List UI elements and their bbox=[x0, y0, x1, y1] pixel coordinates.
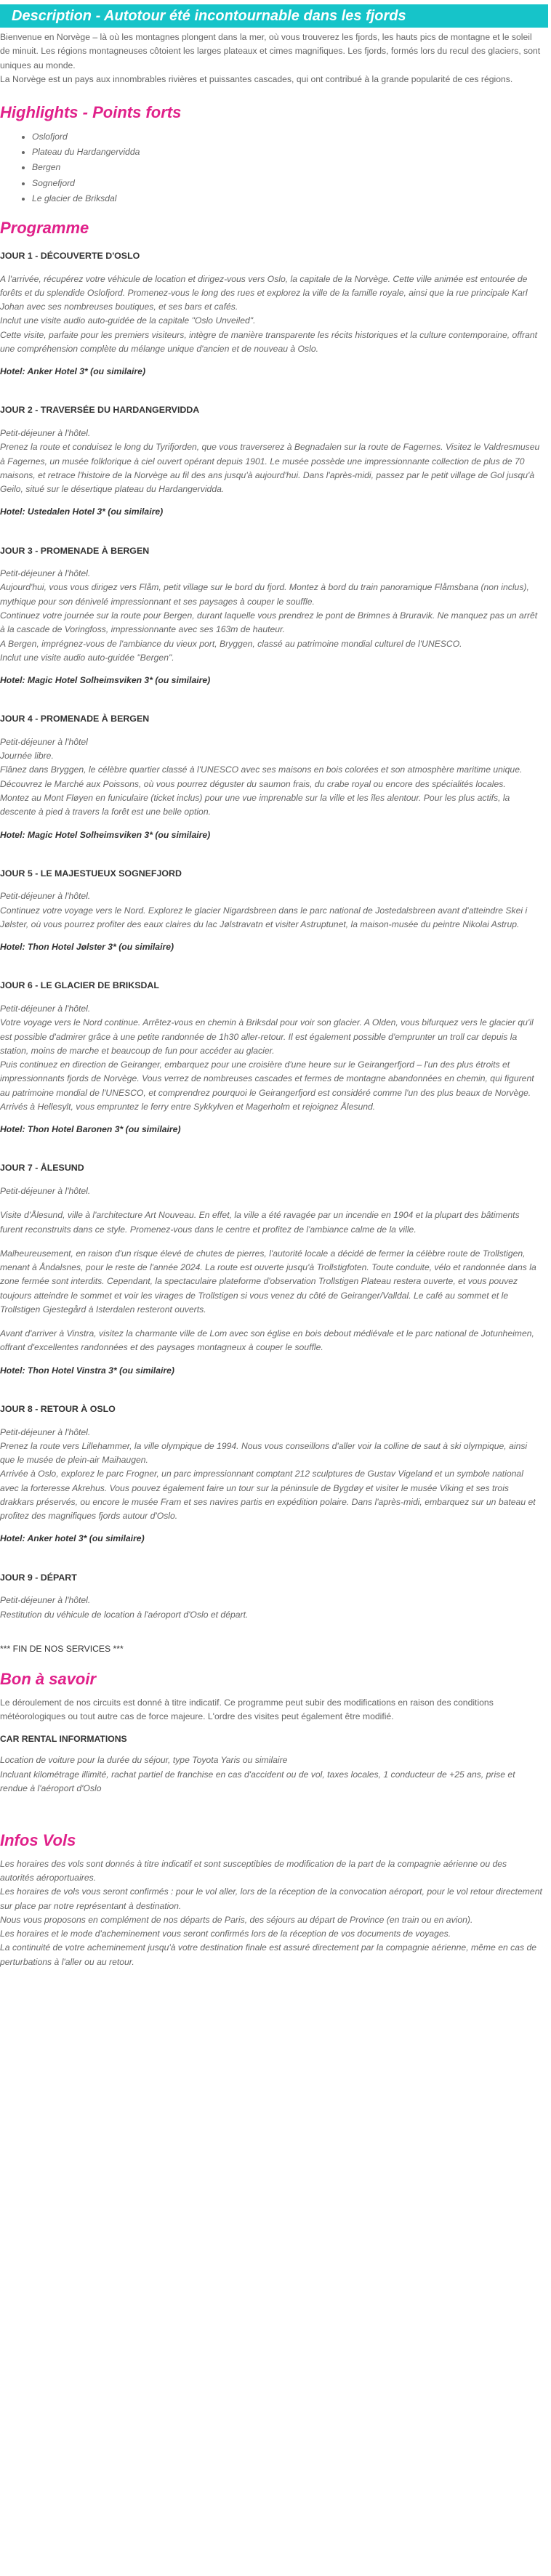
good-to-know-heading: Bon à savoir bbox=[0, 1670, 97, 1689]
paragraph-gap bbox=[0, 1198, 542, 1208]
day-text: Journée libre. bbox=[0, 751, 54, 762]
hotel-name: Hotel: Anker hotel 3* (ou similaire) bbox=[0, 1533, 145, 1544]
highlight-item: • Sognefjord bbox=[32, 176, 542, 191]
hotel-name: Hotel: Thon Hotel Jølster 3* (ou similaire) bbox=[0, 942, 174, 953]
highlights-heading: Highlights - Points forts bbox=[0, 103, 182, 122]
day-title: JOUR 5 - LE MAJESTUEUX SOGNEFJORD bbox=[0, 868, 182, 879]
day-section bbox=[0, 1571, 542, 1632]
day-text: Prenez la route et conduisez le long du Tyrifjorden, que vous traverserez à Begnadalen sur la route de Fagernes. Visitez le Valdresmuseu à Fagernes, un musée folklorique à ciel ouvert opérant depuis 1901. Le musée possède une impressionnante collection de plus de 70 maisons, et retrace l'histoire de la Norvège au fil des ans jusqu'à aujourd'hui. Dans l'après-midi, passez par le petit village de Gol jusqu'à Geilo, situé sur le désertique plateau du Hardangervidda. bbox=[0, 442, 540, 495]
day-text: Votre voyage vers le Nord continue. Arrêtez-vous en chemin à Briksdal pour voir son glacier. A Olden, vous bifurquez vers le glacier qu'il est possible d'admirer grâce à une petite randonnée de 1h30 aller-retour. Il est également possible d'emprunter un troll car depuis la station, moins de marche et beaucoup de fun pour accéder au glacier. bbox=[0, 1017, 534, 1056]
flights-heading: Infos Vols bbox=[0, 1831, 76, 1850]
day-title: JOUR 9 - DÉPART bbox=[0, 1572, 77, 1583]
day-text: Inclut une visite audio auto-guidée "Bergen". bbox=[0, 652, 174, 663]
paragraph-gap bbox=[0, 1237, 542, 1247]
hotel-name: Hotel: Ustedalen Hotel 3* (ou similaire) bbox=[0, 506, 164, 517]
day-text: Montez au Mont Fløyen en funiculaire (ticket inclus) pour une vue imprenable sur la ville et les îles alentour. Pour les plus actifs, la descente à pied à travers la forêt est une belle option. bbox=[0, 792, 510, 817]
flight-info-line: Les horaires des vols sont donnés à titre indicatif et sont susceptibles de modification de la part de la compagnie aérienne ou des autorités aéroportuaires. bbox=[0, 1858, 507, 1883]
hotel-name: Hotel: Thon Hotel Baronen 3* (ou similaire) bbox=[0, 1124, 181, 1135]
day-section bbox=[0, 1161, 542, 1378]
intro-line: Bienvenue en Norvège – là où les montagnes plongent dans la mer, où vous trouverez les fjords, les hauts pics de montagne et le soleil de minuit. Les régions montagneuses côtoient les larges plateaux et cimes magnifiques. Les fjords, formés lors du recul des glaciers, sont uniques au monde. bbox=[0, 32, 541, 70]
paragraph-gap bbox=[0, 1317, 542, 1327]
day-section bbox=[0, 979, 542, 1136]
day-text: Petit-déjeuner à l'hôtel. bbox=[0, 1186, 91, 1197]
paragraph-gap bbox=[0, 1622, 542, 1632]
hotel-name: Hotel: Thon Hotel Vinstra 3* (ou similaire) bbox=[0, 1365, 174, 1376]
main-content bbox=[0, 28, 548, 1969]
day-text: Malheureusement, en raison d'un risque élevé de chutes de pierres, l'autorité locale a décidé de fermer la célèbre route de Trollstigen, menant à Åndalsnes, pour le reste de l'année 2024. La route est ouverte jusqu'à Trollstigfoten. Toute conduite, vélo et randonnée dans la zone fermée sont interdits. Cependant, la spectaculaire plateforme d'observation Trollstigen Plateau restera ouverte, et vous pouvez toujours atteindre le sommet et voir les virages de Trollstigen si vous venez du côté de Geiranger/Valldal. Le café au sommet et le Trollstigen Gjestegård à Isterdalen resteront ouverts. bbox=[0, 1248, 536, 1315]
day-text: Cette visite, parfaite pour les premiers visiteurs, intègre de manière transparente les récits historiques et la culture contemporaine, offrant une compréhension complète du mélange unique d'ancien et de nouveau à Oslo. bbox=[0, 329, 538, 354]
programme-heading: Programme bbox=[0, 219, 89, 238]
day-text: Visite d'Ålesund, ville à l'architecture Art Nouveau. En effet, la ville a été ravagée par un incendie en 1904 et la plupart des bâtiments furent reconstruits dans ce style. Promenez-vous dans le centre et profitez de l'ambiance calme de la ville. bbox=[0, 1210, 520, 1235]
day-text: Découvrez le Marché aux Poissons, où vous pourrez déguster du saumon frais, du crabe royal ou encore des spécialités locales. bbox=[0, 778, 506, 789]
day-text: Petit-déjeuner à l'hôtel. bbox=[0, 891, 91, 902]
day-text: A l'arrivée, récupérez votre véhicule de location et dirigez-vous vers Oslo, la capitale de la Norvège. Cette ville animée est entourée de forêts et du splendide Oslofjord. Promenez-vous le long des rues et explorez la ville de la famille royale, ainsi que la rue principale Karl Johan avec ses nombreuses boutiques, et ses bars et cafés. bbox=[0, 273, 528, 312]
highlight-item: • Bergen bbox=[32, 160, 542, 175]
end-of-services: *** FIN DE NOS SERVICES *** bbox=[0, 1643, 124, 1654]
day-section bbox=[0, 712, 542, 841]
hotel-name: Hotel: Anker Hotel 3* (ou similaire) bbox=[0, 366, 146, 377]
day-text: Restitution du véhicule de location à l'aéroport d'Oslo et départ. bbox=[0, 1609, 249, 1620]
highlight-item: • Plateau du Hardangervidda bbox=[32, 145, 542, 160]
day-section bbox=[0, 1402, 542, 1546]
car-rental-line: Location de voiture pour la durée du séjour, type Toyota Yaris ou similaire bbox=[0, 1755, 288, 1766]
day-text: Continuez votre voyage vers le Nord. Explorez le glacier Nigardsbreen dans le parc national de Jostedalsbreen avant d'atteindre Skei i Jølster, où vous pourrez profiter des eaux claires du lac Jølstravatn et visiter Astruptunet, la maison-musée du peintre Nikolai Astrup. bbox=[0, 905, 528, 929]
day-text: Petit-déjeuner à l'hôtel. bbox=[0, 428, 91, 439]
day-text: Petit-déjeuner à l'hôtel. bbox=[0, 568, 91, 579]
day-title: JOUR 6 - LE GLACIER DE BRIKSDAL bbox=[0, 980, 159, 991]
hotel-name: Hotel: Magic Hotel Solheimsviken 3* (ou similaire) bbox=[0, 829, 211, 840]
day-text: Petit-déjeuner à l'hôtel. bbox=[0, 1004, 91, 1014]
day-text: Aujourd'hui, vous vous dirigez vers Flåm, petit village sur le bord du fjord. Montez à bord du train panoramique Flåmsbana (non inclus), mythique pour son dénivelé impressionnant et ses paysages à couper le souffle. bbox=[0, 582, 529, 607]
good-to-know-text: Le déroulement de nos circuits est donné à titre indicatif. Ce programme peut subir des modifications en raison des conditions météorologiques ou tout autre cas de force majeure. L'ordre des visites peut également être modifié. bbox=[0, 1697, 494, 1721]
day-text: Inclut une visite audio auto-guidée de la capitale "Oslo Unveiled". bbox=[0, 315, 256, 326]
day-title: JOUR 8 - RETOUR À OSLO bbox=[0, 1403, 116, 1414]
day-title: JOUR 1 - DÉCOUVERTE D'OSLO bbox=[0, 250, 140, 261]
day-text: Petit-déjeuner à l'hôtel. bbox=[0, 1595, 91, 1606]
day-text: Arrivés à Hellesylt, vous empruntez le ferry entre Sykkylven et Magerholm et rejoignez Ålesund. bbox=[0, 1101, 376, 1112]
intro-line: La Norvège est un pays aux innombrables rivières et puissantes cascades, qui ont contribué à la grande popularité de ces régions. bbox=[0, 73, 513, 84]
flight-info-line: La continuité de votre acheminement jusqu'à votre destination finale est assuré directement par la compagnie aérienne, même en cas de perturbations à l'aller ou au retour. bbox=[0, 1942, 537, 1967]
day-section bbox=[0, 403, 542, 519]
flight-info-line: Les horaires de vols vous seront confirmés : pour le vol aller, lors de la réception de la convocation aéroport, pour le vol retour directement sur place par notre représentant à destination. bbox=[0, 1886, 542, 1911]
day-text: Flânez dans Bryggen, le célèbre quartier classé à l'UNESCO avec ses maisons en bois colorées et son atmosphère maritime unique. bbox=[0, 764, 523, 775]
day-text: Puis continuez en direction de Geiranger, embarquez pour une croisière d'une heure sur le Geirangerfjord – l'un des plus étroits et impressionnants fjords de Norvège. Vous verrez de nombreuses cascades et fermes de montagne abandonnées en chemin, qui figurent au patrimoine mondial de l'UNESCO, et comprendrez pourquoi le Geirangerfjord est considéré comme l'un des plus beaux de Norvège. bbox=[0, 1059, 534, 1098]
day-title: JOUR 4 - PROMENADE À BERGEN bbox=[0, 714, 150, 724]
intro-text bbox=[0, 31, 542, 86]
day-title: JOUR 7 - ÅLESUND bbox=[0, 1163, 84, 1174]
day-text: Petit-déjeuner à l'hôtel. bbox=[0, 1426, 91, 1437]
highlight-item: • Le glacier de Briksdal bbox=[32, 191, 542, 206]
highlights-list bbox=[0, 129, 542, 207]
day-section bbox=[0, 867, 542, 955]
flight-info-line: Les horaires et le mode d'acheminement vous seront confirmés lors de la réception de vos documents de voyages. bbox=[0, 1929, 451, 1939]
day-text: A Bergen, imprégnez-vous de l'ambiance du vieux port, Bryggen, classé au patrimoine mondial culturel de l'UNESCO. bbox=[0, 638, 462, 649]
day-text: Avant d'arriver à Vinstra, visitez la charmante ville de Lom avec son église en bois debout médiévale et le parc national de Jotunheimen, offrant d'excellentes randonnées et des paysages montagneux à couper le souffle. bbox=[0, 1328, 534, 1353]
day-text: Petit-déjeuner à l'hôtel bbox=[0, 736, 88, 747]
page-title: Description - Autotour été incontournable dans les fjords bbox=[0, 4, 548, 28]
day-section bbox=[0, 249, 542, 379]
hotel-name: Hotel: Magic Hotel Solheimsviken 3* (ou similaire) bbox=[0, 675, 211, 686]
day-title: JOUR 3 - PROMENADE À BERGEN bbox=[0, 545, 150, 556]
car-rental-line: Incluant kilométrage illimité, rachat partiel de franchise en cas d'accident ou de vol, taxes locales, 1 conducteur de +25 ans, prise et rendue à l'aéroport d'Oslo bbox=[0, 1769, 515, 1793]
day-text: Prenez la route vers Lillehammer, la ville olympique de 1994. Nous vous conseillons d'aller voir la colline de saut à ski olympique, ainsi que le musée de plein-air Maihaugen. bbox=[0, 1440, 528, 1466]
highlight-item: • Oslofjord bbox=[32, 129, 542, 145]
day-title: JOUR 2 - TRAVERSÉE DU HARDANGERVIDDA bbox=[0, 405, 200, 416]
day-text: Arrivée à Oslo, explorez le parc Frogner, un parc impressionnant comptant 212 sculptures de Gustav Vigeland et un symbole national avec la forteresse Akrehus. Vous pouvez également faire un tour sur la péninsule de Bygdøy et visiter le musée Viking et ses trois drakkars préservés, ou encore le musée Fram et ses navires partis en expédition polaire. Dans l'après-midi, embarquez sur un bateau et profitez des magnifiques fjords autour d'Oslo. bbox=[0, 1469, 536, 1522]
day-text: Continuez votre journée sur la route pour Bergen, durant laquelle vous prendrez le pont de Brimnes à Bruravik. Ne manquez pas un arrêt à la cascade de Voringfoss, impressionnante avec ses 163m de hauteur. bbox=[0, 610, 538, 635]
car-rental-heading: CAR RENTAL INFORMATIONS bbox=[0, 1734, 127, 1745]
day-section bbox=[0, 544, 542, 688]
flight-info-line: Nous vous proposons en complément de nos départs de Paris, des séjours au départ de Province (en train ou en avion). bbox=[0, 1914, 473, 1925]
